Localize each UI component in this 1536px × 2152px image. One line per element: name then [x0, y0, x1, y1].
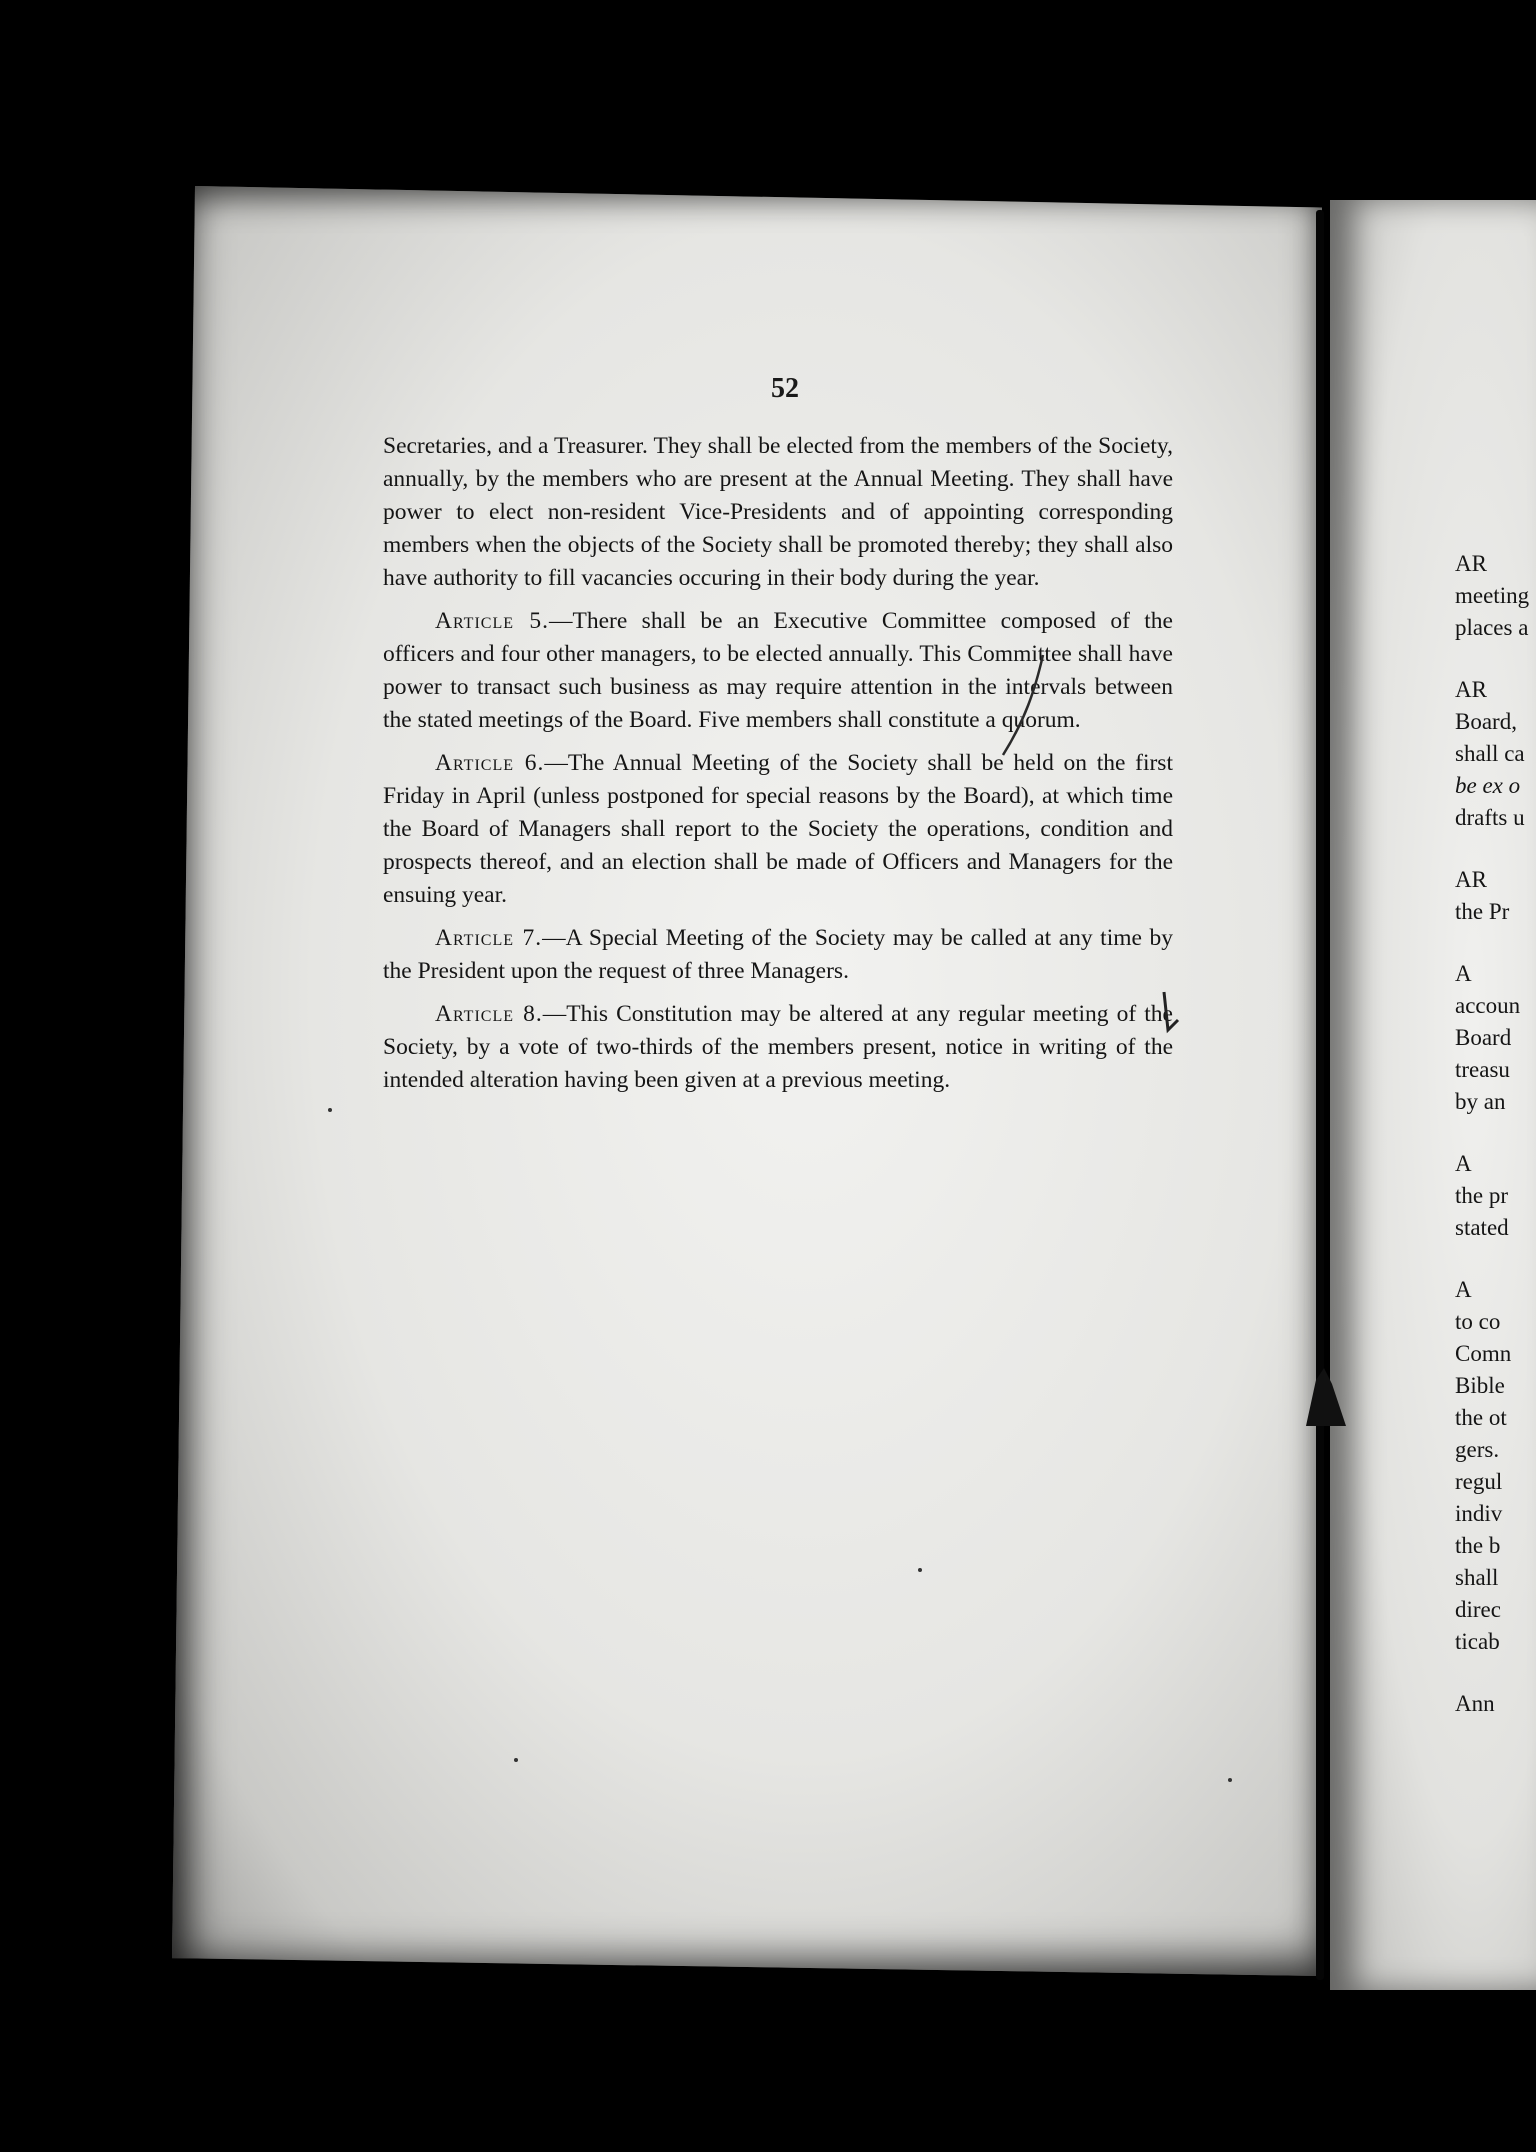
- facing-line: treasu: [1455, 1057, 1510, 1082]
- pencil-mark-icon: [995, 650, 1055, 760]
- facing-line: ticab: [1455, 1629, 1500, 1654]
- paragraph-text: —The Annual Meeting of the Society shall be held on the first Friday in April (unless postponed for special reasons by the Board), at which time the Board of Managers shall report to the Society the operations, condition and prospects thereof, and an election shall be made of Officers and Managers for the ensuing year.: [383, 750, 1173, 908]
- paper-speck: [328, 1108, 332, 1112]
- facing-gap: [1455, 1118, 1536, 1148]
- facing-line: the pr: [1455, 1183, 1509, 1208]
- facing-line: drafts u: [1455, 805, 1525, 830]
- constitution-text: [383, 430, 1173, 1107]
- facing-line: by an: [1455, 1089, 1506, 1114]
- pencil-tick-icon: [1158, 990, 1182, 1050]
- facing-line: Ann: [1455, 1691, 1495, 1716]
- facing-line: AR: [1455, 677, 1487, 702]
- facing-gap: [1455, 1244, 1536, 1274]
- paragraph-text: —This Constitution may be altered at any regular meeting of the Society, by a vote of two-thirds of the members present, notice in writing of the intended alteration having been given at a previous meeting.: [383, 1001, 1173, 1093]
- facing-gap: [1455, 1658, 1536, 1688]
- facing-line: shall ca: [1455, 741, 1525, 766]
- facing-line: meeting: [1455, 583, 1530, 608]
- facing-line: the ot: [1455, 1405, 1507, 1430]
- facing-line: gers.: [1455, 1437, 1500, 1462]
- paper-speck: [514, 1758, 518, 1762]
- facing-line: indiv: [1455, 1501, 1503, 1526]
- facing-line: the Pr: [1455, 899, 1510, 924]
- paper-speck: [918, 1568, 922, 1572]
- facing-line: shall: [1455, 1565, 1499, 1590]
- facing-line: AR: [1455, 867, 1487, 892]
- facing-line: be ex o: [1455, 773, 1521, 798]
- facing-line: the b: [1455, 1533, 1501, 1558]
- facing-line: Board,: [1455, 709, 1517, 734]
- paragraph-text: —A Special Meeting of the Society may be called at any time by the President upon the request of three Managers.: [383, 925, 1173, 984]
- facing-line: to co: [1455, 1309, 1501, 1334]
- facing-line: stated: [1455, 1215, 1509, 1240]
- facing-line: A: [1455, 1277, 1472, 1302]
- paper-speck: [1228, 1778, 1232, 1782]
- paragraph-article-7: [383, 922, 1173, 988]
- paragraph-article-6: [383, 747, 1173, 912]
- article-label: Article 6.: [435, 750, 545, 776]
- paragraph-officers: [383, 430, 1173, 595]
- article-label: Article 8.: [435, 1001, 543, 1027]
- page-number: 52: [771, 373, 799, 404]
- facing-gap: [1455, 928, 1536, 958]
- paragraph-text: Secretaries, and a Treasurer. They shall be elected from the members of the Society, annually, by the members who are present at the Annual Meeting. They shall have power to elect non-resident Vice-Presidents and of appointing corresponding members when the objects of the Society shall be promoted thereby; they shall also have authority to fill vacancies occuring in their body during the year.: [383, 433, 1173, 591]
- facing-line: places a: [1455, 615, 1529, 640]
- paragraph-text: —There shall be an Executive Committee composed of the officers and four other managers, to be elected annually. This Committee shall have power to transact such business as may require attention in the intervals between the stated meetings of the Board. Five members shall constitute a quorum.: [383, 608, 1173, 733]
- facing-line: A: [1455, 961, 1472, 986]
- article-label: Article 5.: [435, 608, 550, 634]
- facing-line: Board: [1455, 1025, 1512, 1050]
- facing-gap: [1455, 834, 1536, 864]
- facing-page-fragment: [1455, 548, 1536, 1720]
- article-label: Article 7.: [435, 925, 543, 951]
- facing-line: regul: [1455, 1469, 1503, 1494]
- facing-line: direc: [1455, 1597, 1501, 1622]
- paragraph-article-8: [383, 998, 1173, 1097]
- facing-line: A: [1455, 1151, 1472, 1176]
- facing-gap: [1455, 644, 1536, 674]
- book-spine: [1316, 210, 1324, 1980]
- facing-line: Comn: [1455, 1341, 1512, 1366]
- facing-line: Bible: [1455, 1373, 1505, 1398]
- facing-line: accoun: [1455, 993, 1521, 1018]
- spine-tear-icon: [1302, 1360, 1350, 1430]
- facing-line: AR: [1455, 551, 1487, 576]
